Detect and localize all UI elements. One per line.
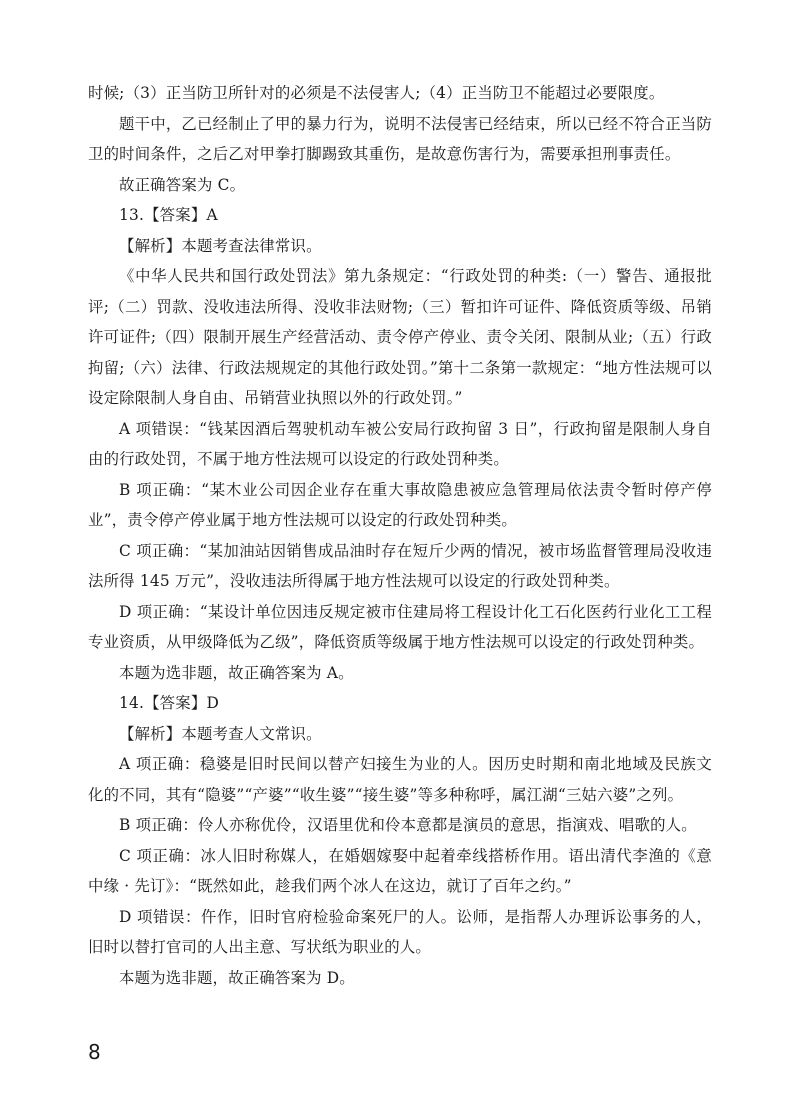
paragraph-question-12-answer: 故正确答案为 C。 bbox=[119, 175, 246, 194]
paragraph-option-b-14: B 项正确：伶人亦称优伶，汉语里优和伶本意都是演员的意思，指演戏、唱歌的人。 bbox=[119, 816, 697, 834]
paragraph-question-12-analysis: 题干中，乙已经制止了甲的暴力行为，说明不法侵害已经结束，所以已经不符合正当防卫的时间条件，之后乙对甲拳打脚踢致其重伤，是故意伤害行为，需要承担刑事责任。 bbox=[88, 114, 712, 163]
paragraph-administrative-penalty-law: 《中华人民共和国行政处罚法》第九条规定：“行政处罚的种类:（一）警告、通报批评;（二）罚款、没收违法所得、没收非法财物;（三）暂扣许可证件、降低资质等级、吊销许可证件;（四）限制开展生产经营活动、责令停产停业、责令关闭、限制从业;（五）行政拘留;（六）法律、行政法规规定的其他行政处罚。”第十二条第一款规定：“地方性法规可以设定除限制人身自由、吊销营业执照以外的行政处罚。” bbox=[88, 267, 712, 407]
page-number: 8 bbox=[88, 1040, 101, 1064]
question-14-answer-heading: 14.【答案】D bbox=[119, 694, 219, 712]
paragraph-option-c-13: C 项正确：“某加油站因销售成品油时存在短斤少两的情况，被市场监督管理局没收违法所得 145 万元”，没收违法所得属于地方性法规可以设定的行政处罚种类。 bbox=[88, 541, 712, 590]
paragraph-option-b-13: B 项正确：“某木业公司因企业存在重大事故隐患被应急管理局依法责令暂时停产停业”，责令停产停业属于地方性法规可以设定的行政处罚种类。 bbox=[88, 480, 712, 529]
paragraph-option-d-14: D 项错误：仵作，旧时官府检验命案死尸的人。讼师，是指帮人办理诉讼事务的人，旧时以替打官司的人出主意、写状纸为职业的人。 bbox=[88, 907, 712, 956]
question-13-analysis-heading: 【解析】本题考查法律常识。 bbox=[119, 236, 322, 255]
paragraph-option-d-13: D 项正确：“某设计单位因违反规定被市住建局将工程设计化工石化医药行业化工工程专业资质，从甲级降低为乙级”，降低资质等级属于地方性法规可以设定的行政处罚种类。 bbox=[88, 602, 712, 651]
paragraph-question-14-conclusion: 本题为选非题，故正确答案为 D。 bbox=[119, 968, 355, 987]
paragraph-correct-defense-conditions-continued: 时候;（3）正当防卫所针对的必须是不法侵害人;（4）正当防卫不能超过必要限度。 bbox=[88, 84, 665, 102]
question-14-analysis-heading: 【解析】本题考查人文常识。 bbox=[119, 724, 322, 743]
paragraph-question-13-conclusion: 本题为选非题，故正确答案为 A。 bbox=[119, 663, 354, 682]
paragraph-option-a-13: A 项错误：“钱某因酒后驾驶机动车被公安局行政拘留 3 日”，行政拘留是限制人身自由的行政处罚，不属于地方性法规可以设定的行政处罚种类。 bbox=[88, 419, 712, 468]
paragraph-option-c-14: C 项正确：冰人旧时称媒人，在婚姻嫁娶中起着牵线搭桥作用。语出清代李渔的《意中缘 · 先订》：“既然如此，趁我们两个冰人在这边，就订了百年之约。” bbox=[88, 846, 712, 895]
document-body bbox=[88, 78, 712, 993]
paragraph-option-a-14: A 项正确：稳婆是旧时民间以替产妇接生为业的人。因历史时期和南北地域及民族文化的不同，其有“隐婆”“产婆”“收生婆”“接生婆”等多种称呼，属江湖“三姑六婆”之列。 bbox=[88, 755, 712, 804]
question-13-answer-heading: 13.【答案】A bbox=[119, 206, 218, 224]
